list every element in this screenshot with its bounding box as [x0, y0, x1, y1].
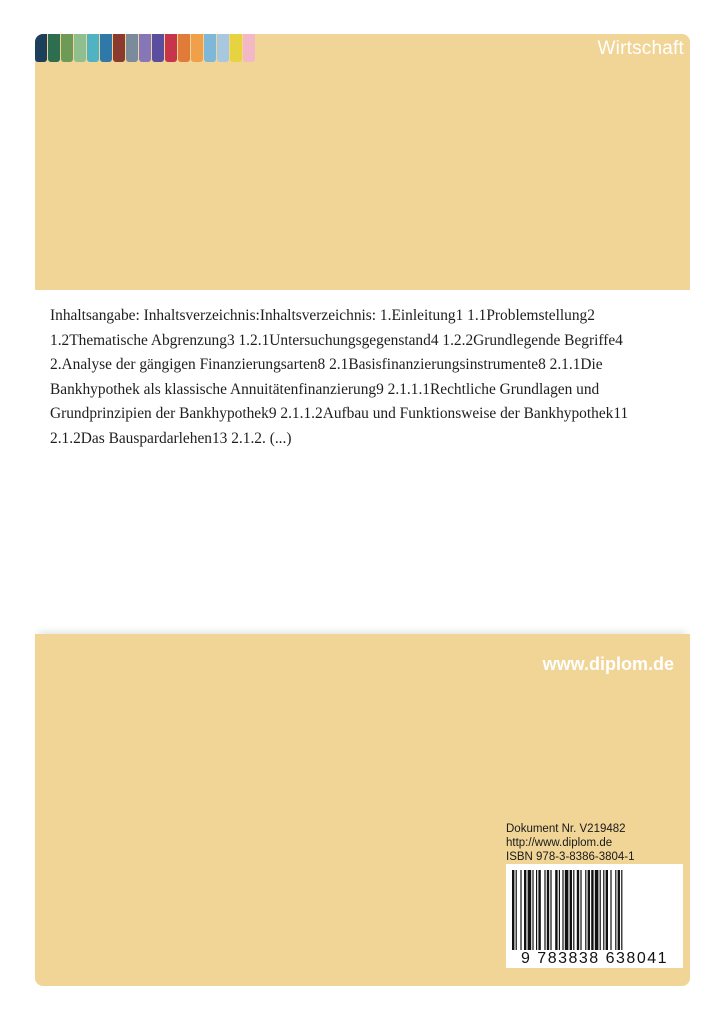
color-stripe [61, 34, 73, 62]
color-stripe [126, 34, 138, 62]
barcode-bar [588, 870, 590, 950]
color-stripe [139, 34, 151, 62]
barcode-bar [570, 870, 572, 950]
barcode-bar [621, 870, 622, 950]
barcode-bar [516, 870, 517, 950]
barcode-bar [591, 870, 593, 950]
barcode-bar [600, 870, 601, 950]
barcode-bar [580, 870, 581, 950]
barcode-bar [547, 870, 549, 950]
barcode-bar [606, 870, 608, 950]
document-info [506, 822, 635, 864]
category-label: Wirtschaft [597, 38, 684, 59]
color-stripe [113, 34, 125, 62]
document-number: Dokument Nr. V219482 [506, 823, 626, 835]
cover-bottom-panel [35, 634, 690, 986]
color-stripe [230, 34, 242, 62]
barcode-bar [618, 870, 620, 950]
barcode-bar [585, 870, 586, 950]
barcode-bar [538, 870, 540, 950]
barcode-bar [550, 870, 551, 950]
barcode-bar [603, 870, 604, 950]
color-stripe [243, 34, 255, 62]
document-url: http://www.diplom.de [506, 837, 613, 849]
barcode [506, 864, 683, 968]
color-stripe [204, 34, 216, 62]
barcode-bar [577, 870, 579, 950]
color-stripe [191, 34, 203, 62]
isbn: ISBN 978-3-8386-3804-1 [506, 851, 635, 863]
barcode-bar [559, 870, 560, 950]
color-stripe [217, 34, 229, 62]
color-stripe [35, 34, 47, 62]
barcode-bar [536, 870, 537, 950]
barcode-bar [562, 870, 563, 950]
abstract-text: Inhaltsangabe: Inhaltsverzeichnis:Inhaltsverzeichnis: 1.Einleitung1 1.1Problemstellung2 1.2Thematische Abgrenzung3 1.2.1Untersuchungsgegenstand4 1.2.2Grundlegende Begriffe4 2.Analyse der gängigen Finanzierungsarten8 2.1Basisfinanzierungsinstrumente8 2.1.1Die Bankhypothek als klassische Annuitätenfinanzierung9 2.1.1.1Rechtliche Grundlagen und Grundprinzipien der Bankhypothek9 2.1.1.2Aufbau und Funktionsweise der Bankhypothek11 2.1.2Das Bauspardarlehen13 2.1.2. (...) [50, 307, 629, 447]
color-stripe [165, 34, 177, 62]
barcode-bar [615, 870, 616, 950]
color-stripes [35, 34, 256, 62]
barcode-bar [595, 870, 599, 950]
barcode-bar [528, 870, 532, 950]
barcode-bar [544, 870, 545, 950]
cover-top-panel [35, 34, 690, 290]
barcode-bar [610, 870, 611, 950]
color-stripe [100, 34, 112, 62]
barcode-bar [573, 870, 574, 950]
color-stripe [152, 34, 164, 62]
color-stripe [74, 34, 86, 62]
barcode-bars [506, 864, 683, 950]
color-stripe [87, 34, 99, 62]
color-stripe [48, 34, 60, 62]
barcode-bar [512, 870, 514, 950]
barcode-bar [520, 870, 521, 950]
barcode-bar [565, 870, 569, 950]
color-stripe [178, 34, 190, 62]
website-label: www.diplom.de [542, 654, 674, 674]
barcode-bar [532, 870, 533, 950]
barcode-bar [555, 870, 557, 950]
barcode-bar [524, 870, 526, 950]
barcode-number: 9 783838 638041 [520, 950, 669, 967]
